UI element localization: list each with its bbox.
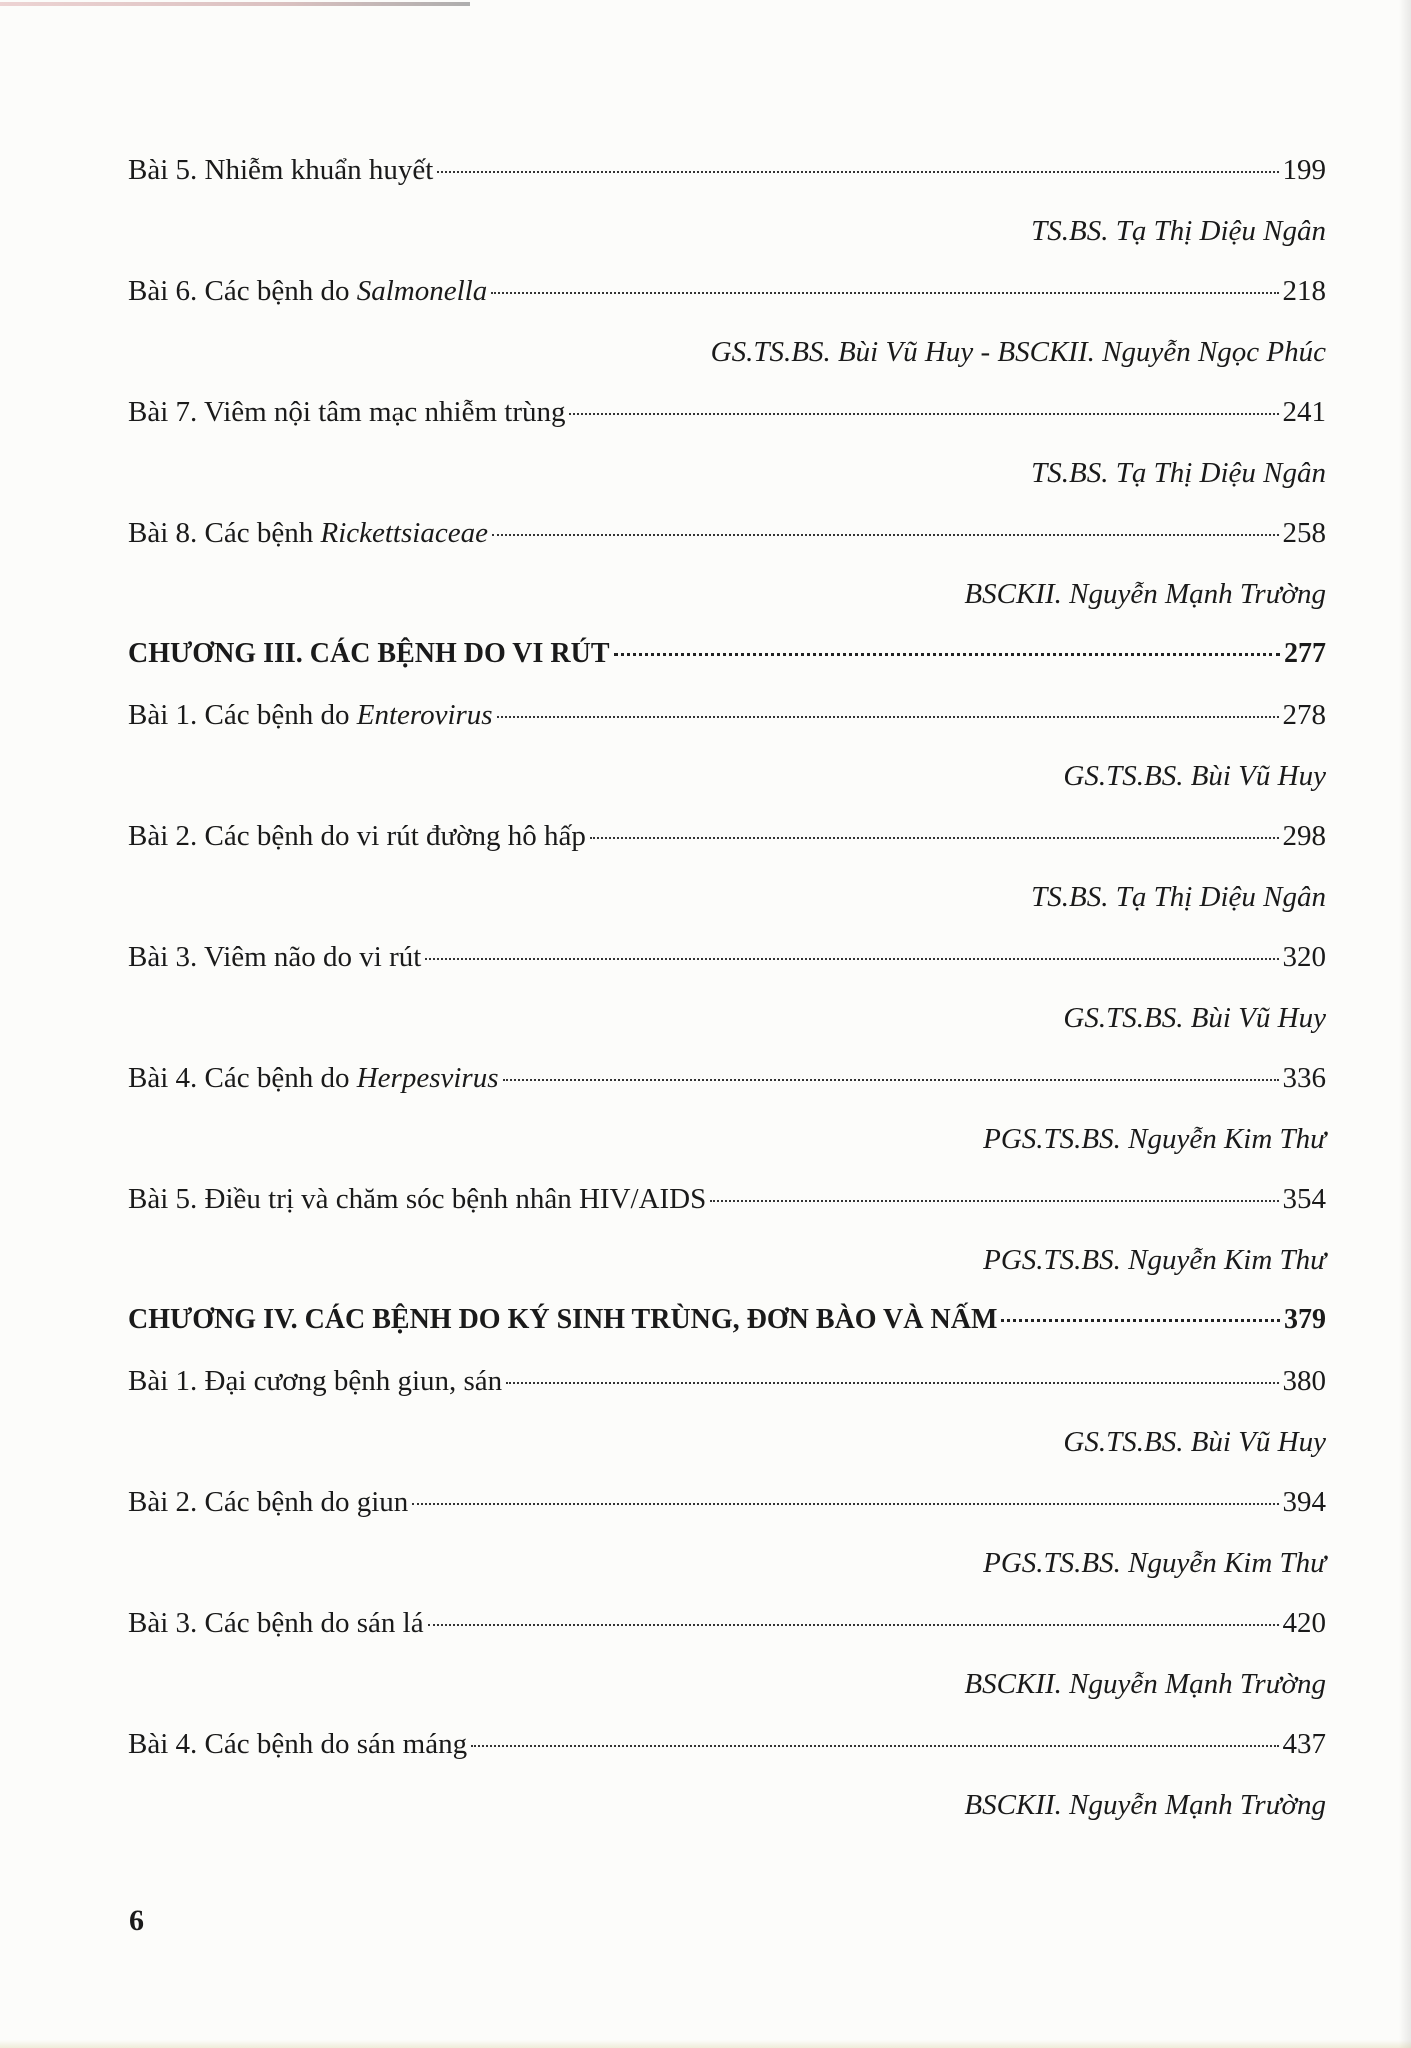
entry-author: GS.TS.BS. Bùi Vũ Huy	[1063, 1426, 1326, 1458]
entry-title-text: Bài 6. Các bệnh do	[128, 275, 357, 307]
dot-leader	[506, 1382, 1278, 1384]
scan-bottom-edge	[0, 2040, 1411, 2048]
entry-title-text: CHƯƠNG IV. CÁC BỆNH DO KÝ SINH TRÙNG, ĐƠN BÀO VÀ NẤM	[128, 1304, 998, 1335]
dot-leader	[425, 958, 1278, 960]
entry-page-number: 199	[1282, 154, 1326, 186]
entry-title	[128, 515, 488, 551]
dot-leader	[412, 1503, 1278, 1505]
entry-title-text: Bài 5. Nhiễm khuẩn huyết	[128, 154, 434, 186]
entry-title	[128, 1484, 408, 1520]
dot-leader	[569, 413, 1278, 415]
entry-title-text: Bài 5. Điều trị và chăm sóc bệnh nhân HIV/AIDS	[128, 1183, 707, 1215]
toc-lesson-entry	[128, 1484, 1326, 1545]
entry-title-text: Bài 7. Viêm nội tâm mạc nhiễm trùng	[128, 396, 566, 428]
toc-chapter-entry	[128, 1302, 1326, 1363]
dot-leader	[471, 1745, 1278, 1747]
entry-author: PGS.TS.BS. Nguyễn Kim Thư	[983, 1123, 1326, 1155]
entry-title-text: Bài 1. Đại cương bệnh giun, sán	[128, 1365, 503, 1397]
entry-page-number: 320	[1282, 941, 1326, 973]
entry-author: TS.BS. Tạ Thị Diệu Ngân	[1031, 881, 1326, 913]
scan-top-rule	[0, 2, 470, 6]
entry-page-number: 394	[1282, 1486, 1326, 1518]
dot-leader	[428, 1624, 1279, 1626]
toc-lesson-entry	[128, 818, 1326, 879]
entry-title-text: Bài 3. Các bệnh do sán lá	[128, 1607, 424, 1639]
entry-page-number: 241	[1282, 396, 1326, 428]
entry-title-scientific-name: Enterovirus	[356, 699, 493, 731]
entry-title-scientific-name: Salmonella	[356, 275, 488, 307]
entry-page-number: 278	[1282, 699, 1326, 731]
entry-title	[128, 152, 433, 188]
toc-lesson-entry	[128, 394, 1326, 455]
entry-page-number: 380	[1282, 1365, 1326, 1397]
entry-author: TS.BS. Tạ Thị Diệu Ngân	[1031, 215, 1326, 247]
entry-title-text: Bài 4. Các bệnh do sán máng	[128, 1728, 468, 1760]
dot-leader	[437, 171, 1278, 173]
dot-leader	[614, 653, 1281, 656]
entry-title-text: Bài 4. Các bệnh do	[128, 1062, 357, 1094]
page-number: 6	[129, 1904, 144, 1937]
scan-page-edge	[1399, 0, 1411, 2048]
entry-title	[128, 1605, 424, 1641]
entry-page-number: 298	[1282, 820, 1326, 852]
entry-page-number: 379	[1284, 1304, 1326, 1335]
toc-lesson-entry	[128, 1726, 1326, 1787]
entry-page-number: 437	[1282, 1728, 1326, 1760]
entry-title	[128, 1726, 467, 1762]
dot-leader	[491, 292, 1278, 294]
toc-lesson-entry	[128, 1181, 1326, 1242]
toc-chapter-entry	[128, 636, 1326, 697]
entry-title	[128, 697, 493, 733]
entry-title-text: Bài 1. Các bệnh do	[128, 699, 357, 731]
dot-leader	[497, 716, 1279, 718]
entry-page-number: 354	[1282, 1183, 1326, 1215]
entry-title-text: Bài 3. Viêm não do vi rút	[128, 941, 422, 973]
entry-title	[128, 1181, 706, 1217]
toc-lesson-entry	[128, 939, 1326, 1000]
entry-author: PGS.TS.BS. Nguyễn Kim Thư	[983, 1244, 1326, 1276]
entry-page-number: 277	[1284, 638, 1326, 669]
entry-title-text: Bài 2. Các bệnh do vi rút đường hô hấp	[128, 820, 586, 852]
entry-title-text: Bài 2. Các bệnh do giun	[128, 1486, 409, 1518]
toc-lesson-entry	[128, 1605, 1326, 1666]
toc-lesson-entry	[128, 273, 1326, 334]
entry-title-scientific-name: Herpesvirus	[356, 1062, 499, 1094]
table-of-contents	[128, 152, 1326, 1847]
entry-page-number: 218	[1282, 275, 1326, 307]
entry-page-number: 258	[1282, 517, 1326, 549]
entry-page-number: 336	[1282, 1062, 1326, 1094]
toc-lesson-entry	[128, 1060, 1326, 1121]
entry-author: BSCKII. Nguyễn Mạnh Trường	[964, 1789, 1326, 1821]
toc-lesson-entry	[128, 1363, 1326, 1424]
dot-leader	[590, 837, 1279, 839]
entry-page-number: 420	[1282, 1607, 1326, 1639]
entry-author: TS.BS. Tạ Thị Diệu Ngân	[1031, 457, 1326, 489]
entry-title-text: Bài 8. Các bệnh	[128, 517, 321, 549]
entry-author: PGS.TS.BS. Nguyễn Kim Thư	[983, 1547, 1326, 1579]
toc-lesson-entry	[128, 152, 1326, 213]
entry-title-text: CHƯƠNG III. CÁC BỆNH DO VI RÚT	[128, 638, 610, 669]
entry-author: GS.TS.BS. Bùi Vũ Huy	[1063, 1002, 1326, 1034]
entry-title	[128, 939, 421, 975]
toc-lesson-entry	[128, 515, 1326, 576]
toc-lesson-entry	[128, 697, 1326, 758]
entry-title	[128, 273, 487, 309]
entry-author: GS.TS.BS. Bùi Vũ Huy - BSCKII. Nguyễn Ngọc Phúc	[710, 336, 1326, 368]
entry-title	[128, 1302, 997, 1338]
entry-title-scientific-name: Rickettsiaceae	[320, 517, 488, 549]
entry-title	[128, 1363, 502, 1399]
dot-leader	[1001, 1319, 1280, 1322]
dot-leader	[492, 534, 1279, 536]
entry-title	[128, 636, 610, 672]
entry-title	[128, 818, 586, 854]
entry-author: BSCKII. Nguyễn Mạnh Trường	[964, 1668, 1326, 1700]
dot-leader	[503, 1079, 1279, 1081]
entry-title	[128, 394, 565, 430]
entry-author: GS.TS.BS. Bùi Vũ Huy	[1063, 760, 1326, 792]
entry-title	[128, 1060, 499, 1096]
dot-leader	[710, 1200, 1278, 1202]
entry-author: BSCKII. Nguyễn Mạnh Trường	[964, 578, 1326, 610]
